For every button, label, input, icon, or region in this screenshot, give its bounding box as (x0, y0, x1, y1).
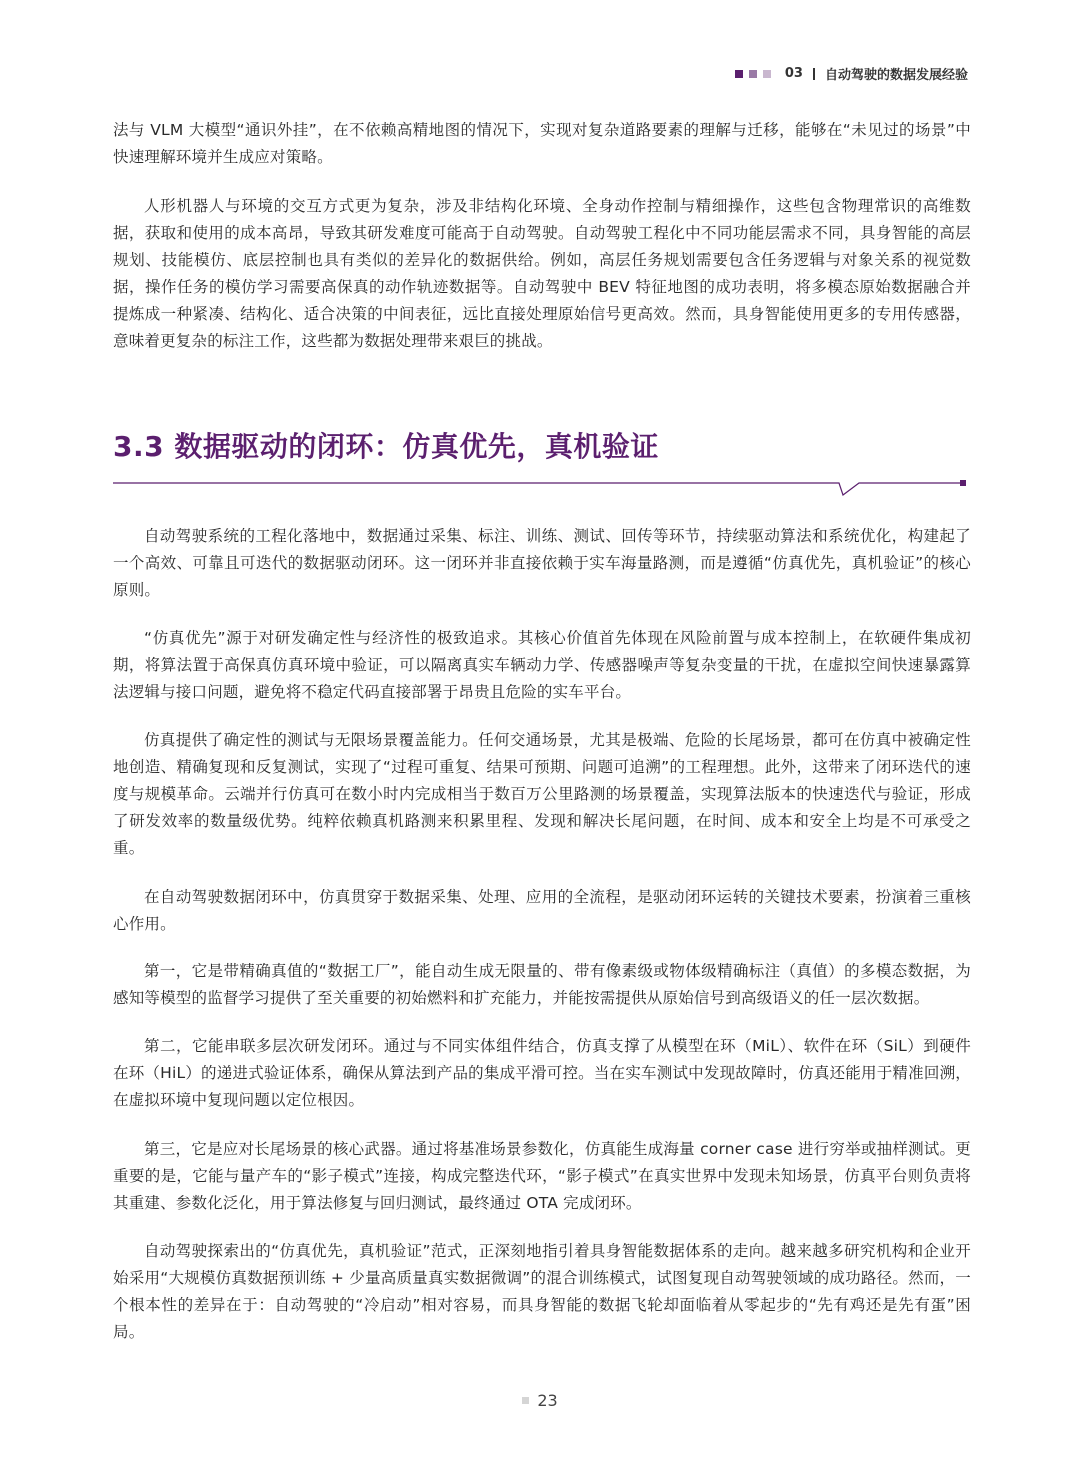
page-header (735, 64, 968, 83)
paragraph: 自动驾驶探索出的“仿真优先，真机验证”范式，正深刻地指引着具身智能数据体系的走向。越来越多研究机构和企业开始采用“大规模仿真数据预训练 + 少量高质量真实数据微调”的混合训练模式，试图复现自动驾驶领域的成功路径。然而，一个根本性的差异在于：自动驾驶的“冷启动”相对容易，而具身智能的数据飞轮却面临着从零起步的“先有鸡还是先有蛋”困局。 (113, 1242, 971, 1341)
paragraph: 第三，它是应对长尾场景的核心武器。通过将基准场景参数化，仿真能生成海量 corner case 进行穷举或抽样测试。更重要的是，它能与量产车的“影子模式”连接，构成完整迭代环，“影子模式”在真实世界中发现未知场景，仿真平台则负责将其重建、参数化泛化，用于算法修复与回归测试，最终通过 OTA 完成闭环。 (113, 1140, 971, 1212)
page-footer (0, 1391, 1080, 1410)
header-square-icon (763, 70, 771, 78)
paragraph: 自动驾驶系统的工程化落地中，数据通过采集、标注、训练、测试、回传等环节，持续驱动算法和系统优化，构建起了一个高效、可靠且可迭代的数据驱动闭环。这一闭环并非直接依赖于实车海量路测，而是遵循“仿真优先，真机验证”的核心原则。 (113, 527, 971, 599)
paragraph: “仿真优先”源于对研发确定性与经济性的极致追求。其核心价值首先体现在风险前置与成本控制上，在软硬件集成初期，将算法置于高保真仿真环境中验证，可以隔离真实车辆动力学、传感器噪声等复杂变量的干扰，在虚拟空间快速暴露算法逻辑与接口问题，避免将不稳定代码直接部署于昂贵且危险的实车平台。 (113, 629, 971, 701)
footer-square-icon (522, 1397, 529, 1404)
section-title: 3.3 数据驱动的闭环：仿真优先，真机验证 (113, 430, 659, 463)
paragraph-continued: 法与 VLM 大模型“通识外挂”，在不依赖高精地图的情况下，实现对复杂道路要素的理解与迁移，能够在“未见过的场景”中快速理解环境并生成应对策略。 (113, 121, 971, 166)
header-square-icon (749, 70, 757, 78)
title-underline (113, 476, 973, 500)
chapter-number: 03 (784, 66, 803, 81)
page-number: 23 (537, 1391, 558, 1410)
header-square-icon (735, 70, 743, 78)
chapter-title: 自动驾驶的数据发展经验 (824, 68, 968, 83)
paragraph: 人形机器人与环境的交互方式更为复杂，涉及非结构化环境、全身动作控制与精细操作，这些包含物理常识的高维数据，获取和使用的成本高昂，导致其研发难度可能高于自动驾驶。自动驾驶工程化中不同功能层需求不同，具身智能的高层规划、技能模仿、底层控制也具有类似的差异化的数据供给。例如，高层任务规划需要包含任务逻辑与对象关系的视觉数据，操作任务的模仿学习需要高保真的动作轨迹数据等。自动驾驶中 BEV 特征地图的成功表明，将多模态原始数据融合并提炼成一种紧凑、结构化、适合决策的中间表征，远比直接处理原始信号更高效。然而，具身智能使用更多的专用传感器，意味着更复杂的标注工作，这些都为数据处理带来艰巨的挑战。 (113, 197, 971, 350)
paragraph: 仿真提供了确定性的测试与无限场景覆盖能力。任何交通场景，尤其是极端、危险的长尾场景，都可在仿真中被确定性地创造、精确复现和反复测试，实现了“过程可重复、结果可预期、问题可追溯”的工程理想。此外，这带来了闭环迭代的速度与规模革命。云端并行仿真可在数小时内完成相当于数百万公里路测的场景覆盖，实现算法版本的快速迭代与验证，形成了研发效率的数量级优势。纯粹依赖真机路测来积累里程、发现和解决长尾问题，在时间、成本和安全上均是不可承受之重。 (113, 731, 971, 857)
paragraph: 第一，它是带精确真值的“数据工厂”，能自动生成无限量的、带有像素级或物体级精确标注（真值）的多模态数据，为感知等模型的监督学习提供了至关重要的初始燃料和扩充能力，并能按需提供从原始信号到高级语义的任一层次数据。 (113, 962, 971, 1007)
header-divider (813, 68, 815, 80)
paragraph: 在自动驾驶数据闭环中，仿真贯穿于数据采集、处理、应用的全流程，是驱动闭环运转的关键技术要素，扮演着三重核心作用。 (113, 888, 971, 933)
paragraph: 第二，它能串联多层次研发闭环。通过与不同实体组件结合，仿真支撑了从模型在环（MiL）、软件在环（SiL）到硬件在环（HiL）的递进式验证体系，确保从算法到产品的集成平滑可控。当在实车测试中发现故障时，仿真还能用于精准回溯，在虚拟环境中复现问题以定位根因。 (113, 1037, 971, 1109)
